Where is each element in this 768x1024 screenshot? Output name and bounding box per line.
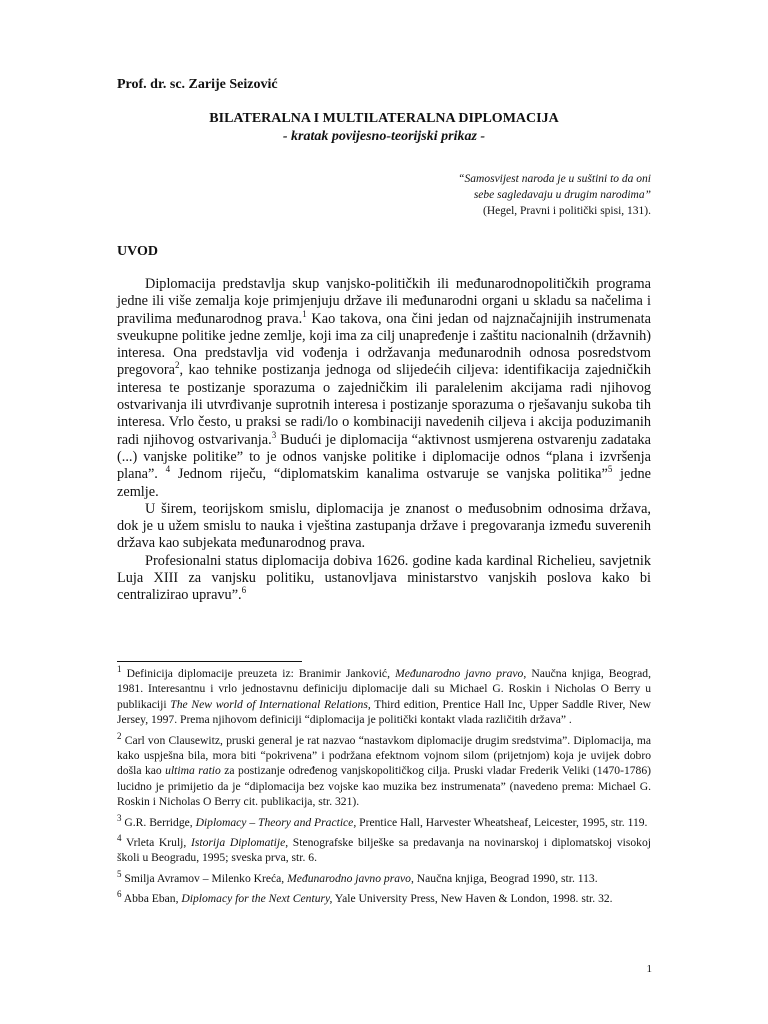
page-number: 1 (646, 963, 652, 975)
footnote-ref-2: 2 (174, 360, 180, 371)
body-text (117, 276, 651, 605)
paragraph-3-text: Profesionalni status diplomacija dobiva 1626. godine kada kardinal Richelieu, savjetnik Luja XIII za vanjsku politiku, ustanovljava ministarstvo vanjskih poslova kako bi centralizirao upravu”. (117, 552, 651, 604)
author-name: Prof. dr. sc. Zarije Seizović (117, 77, 278, 92)
document-title: BILATERALNA I MULTILATERALNA DIPLOMACIJA (209, 111, 559, 126)
paragraph-1-text-e: Jednom riječu, “diplomatskim kanalima ostvaruje se vanjska politika” (170, 466, 608, 483)
footnote-number: 6 (117, 889, 122, 900)
footnote-3-text-a: G.R. Berridge, (121, 815, 196, 829)
epigraph (380, 171, 651, 219)
paragraph-1 (117, 276, 651, 501)
footnote-1 (117, 666, 651, 728)
footnote-6-text-b: Yale University Press, New Haven & London, 1998. str. 32. (332, 892, 613, 906)
footnote-4-text-b: , Stenografske bilješke sa predavanja na novinarskoj i diplomatskoj visokoj školi u Beogradu, 1995; sveska prva, str. 6. (117, 836, 651, 865)
footnote-1-text-b: , Naučna knjiga, Beograd, 1981. Interesantnu i vrlo jednostavnu definiciju diplomacije dali su Michael G. Roskin i Nicholas O Berry u publikaciji (117, 667, 651, 711)
footnote-3-text-b: Prentice Hall, Harvester Wheatsheaf, Leicester, 1995, str. 119. (356, 815, 648, 829)
footnotes (117, 666, 651, 912)
footnote-ref-3: 3 (271, 429, 277, 440)
footnote-1-title-a: Međunarodno javno pravo (395, 667, 524, 680)
document-subtitle: - kratak povijesno-teorijski prikaz - (282, 129, 486, 144)
footnote-1-text-a: Definicija diplomacije preuzeta iz: Branimir Janković, (121, 667, 396, 680)
footnote-2-text-b: za postizanje određenog vanjskopolitičkog cilja. Pruski vladar Frederik Veliki (1470-1786) lucidno je primijetio da je “diplomacija bez vojske kao muzika bez instrumenata” (navedeno prema: Michael G. Roskin i Nicholas O Berry cit. publikacija, str. 321). (117, 764, 652, 809)
footnote-4-title: Istorija Diplomatije (191, 836, 286, 850)
footnote-number: 5 (117, 869, 122, 880)
section-heading: UVOD (117, 244, 158, 259)
paragraph-2: U širem, teorijskom smislu, diplomacija je znanost o međusobnim odnosima država, dok je u užem smislu to nauka i vještina zastupanja države i pregovaranja između suverenih država kao subjekata međunarodnog prava. (117, 500, 651, 552)
footnote-2-text-a: Carl von Clausewitz, pruski general je rat nazvao “nastavkom diplomacije drugim sredstvima”. Diplomacija, ma kako uspješna bila, mora biti “pokrivena” i podržana efektnom vojnom silom (prijetnjom) koja je uvijek dobro došla kao (117, 733, 651, 778)
footnote-number: 4 (117, 833, 122, 844)
footnote-2 (117, 730, 652, 810)
paragraph-3 (117, 553, 651, 605)
document-title-block (117, 110, 651, 146)
footnote-3 (117, 812, 651, 830)
footnote-4 (117, 835, 651, 866)
footnote-1-text-c: Third edition, Prentice Hall Inc, Upper Saddle River, New Jersey, 1997. Prema njihovom definiciji “diplomacija je politički kontakt vlada različitih država” . (117, 697, 652, 727)
footnote-ref-6: 6 (241, 585, 247, 596)
footnote-3-title: Diplomacy – Theory and Practice, (195, 815, 357, 829)
paragraph-1-text-d: Budući je diplomacija “aktivnost usmjerena ostvarenju zadataka (...) vanjske politike” to je odnos vanjske politike i diplomacije odnos “plana i izvršenja plana”. (117, 431, 651, 483)
epigraph-quote-line-1: “Samosvijest naroda je u suštini to da oni (458, 173, 651, 185)
footnote-5-text-b: , Naučna knjiga, Beograd 1990, str. 113. (410, 871, 598, 885)
footnote-number: 3 (117, 812, 122, 823)
footnote-ref-1: 1 (302, 308, 307, 319)
paragraph-1-text-b: Kao takova, ona čini jedan od najznačajnijih instrumenata sveukupne politike jedne zemlje, koji ima za cilj unapređenje i zaštitu nacionalnih (državnih) interesa. Ona predstavlja vid vođenja i održavanja međunarodnih odnosa posredstvom pregovora (117, 310, 651, 379)
footnote-6 (117, 891, 651, 906)
footnote-6-text-a: Abba Eban, (121, 892, 182, 906)
footnote-5-text-a: Smilja Avramov – Milenko Kreća, (121, 871, 288, 885)
footnote-5-title: Međunarodno javno pravo (287, 871, 411, 885)
footnote-ref-5: 5 (607, 464, 613, 475)
epigraph-source: (Hegel, Pravni i politički spisi, 131). (482, 205, 651, 217)
footnote-1-title-b: The New world of International Relations, (170, 697, 371, 711)
paragraph-1-text-c: , kao tehnike postizanja jednoga od slijedećih ciljeva: identifikacija zajedničkih interesa te postizanje sporazuma o zajedničkim ili paralelenim akcijama radi njihovog ostvarivanja ili utvrđivanje suprotnih interesa i postizanje sporazuma o rješavanju sukoba tih interesa. Vrlo često, u praksi se radi/lo o kombinaciji navedenih ciljeva i akcija poduzimanih radi njihovog ostvarivanja. (117, 362, 651, 448)
epigraph-quote-line-2: sebe sagledavaju u drugim narodima” (473, 189, 651, 201)
footnote-6-title: Diplomacy for the Next Century, (181, 892, 333, 906)
footnote-ref-4: 4 (165, 464, 171, 475)
footnote-5 (117, 871, 651, 886)
footnote-separator (117, 661, 302, 662)
footnote-number: 2 (117, 730, 122, 741)
paragraph-1-text-f: jedne zemlje. (117, 466, 651, 500)
footnote-4-text-a: Vrleta Krulj, (121, 836, 191, 850)
footnote-2-italic: ultima ratio (165, 764, 221, 778)
footnote-number: 1 (117, 664, 122, 675)
paragraph-1-text-a: Diplomacija predstavlja skup vanjsko-političkih ili međunarodnopolitičkih programa jedne ili više zemalja koje primjenjuju države ili međunarodni organi u skladu sa načelima i pravilima međunarodnog prava. (117, 276, 651, 327)
